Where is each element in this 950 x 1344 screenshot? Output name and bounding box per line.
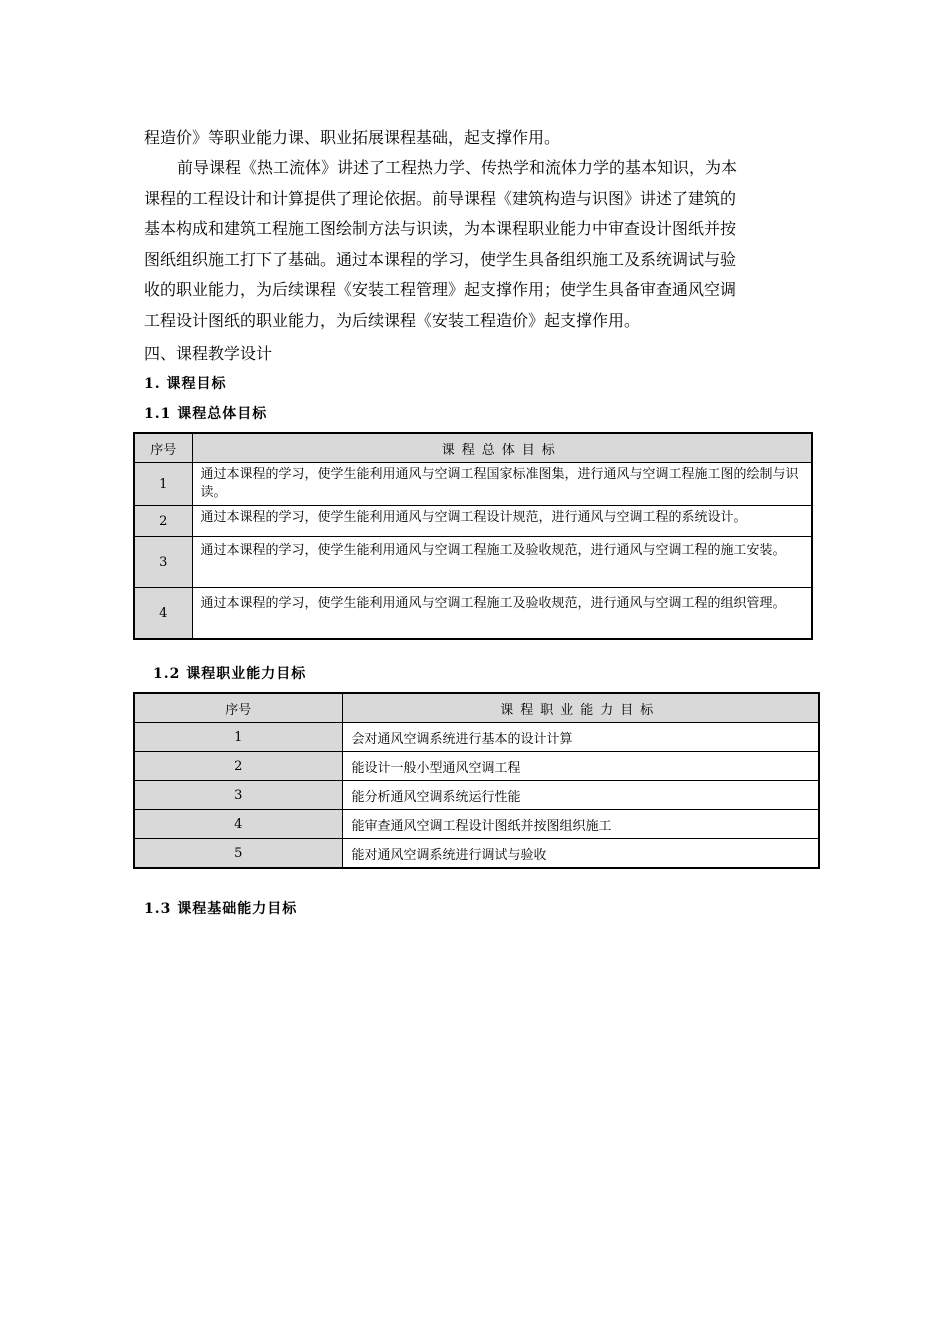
row-number: 3 [134, 537, 192, 588]
column-header-goal: 课程职业能力目标 [342, 693, 819, 723]
table-row [134, 810, 819, 839]
row-number: 5 [134, 839, 342, 869]
row-text: 会对通风空调系统进行基本的设计计算 [342, 723, 819, 752]
row-text: 通过本课程的学习，使学生能利用通风与空调工程设计规范，进行通风与空调工程的系统设计。 [200, 510, 747, 525]
table-row [134, 537, 812, 588]
text-line: 前导课程《热工流体》讲述了工程热力学、传热学和流体力学的基本知识，为本 [177, 158, 738, 177]
table-row [134, 781, 819, 810]
row-text: 能分析通风空调系统运行性能 [342, 781, 819, 810]
text-line: 基本构成和建筑工程施工图绘制方法与识读，为本课程职业能力中审查设计图纸并按 [144, 219, 737, 238]
row-number: 4 [134, 588, 192, 640]
row-text: 能审查通风空调工程设计图纸并按图组织施工 [342, 810, 819, 839]
column-header-seq: 序号 [134, 693, 342, 723]
row-number: 3 [134, 781, 342, 810]
text-line: 程造价》等职业能力课、职业拓展课程基础，起支撑作用。 [144, 128, 561, 147]
row-text: 能对通风空调系统进行调试与验收 [342, 839, 819, 869]
table-row [134, 588, 812, 640]
paragraph-prerequisite-courses [144, 153, 808, 336]
text-line: 课程的工程设计和计算提供了理论依据。前导课程《建筑构造与识图》讲述了建筑的 [144, 188, 737, 208]
row-text: 通过本课程的学习，使学生能利用通风与空调工程国家标准图集，进行通风与空调工程施工图的绘制与识读。 [200, 467, 799, 500]
text-line: 图纸组织施工打下了基础。通过本课程的学习，使学生具备组织施工及系统调试与验 [144, 249, 737, 269]
row-number: 4 [134, 810, 342, 839]
row-number: 1 [134, 723, 342, 752]
table-row [134, 752, 819, 781]
row-text: 通过本课程的学习，使学生能利用通风与空调工程施工及验收规范，进行通风与空调工程的组织管理。 [200, 596, 786, 611]
heading-overall-goals: 1.1 课程总体目标 [144, 406, 268, 422]
overall-goals-table [133, 432, 813, 640]
heading-professional-goals: 1.2 课程职业能力目标 [153, 666, 307, 682]
paragraph-continuation [144, 123, 808, 154]
table-header-row [134, 693, 819, 723]
row-text: 能设计一般小型通风空调工程 [342, 752, 819, 781]
section-heading: 四、课程教学设计 [144, 344, 273, 363]
column-header-goal: 课程总体目标 [192, 433, 812, 463]
row-text: 通过本课程的学习，使学生能利用通风与空调工程施工及验收规范，进行通风与空调工程的施工安装。 [200, 543, 786, 558]
row-number: 1 [134, 463, 192, 506]
row-number: 2 [134, 752, 342, 781]
heading-foundation-goals: 1.3 课程基础能力目标 [144, 901, 298, 917]
table-row [134, 463, 812, 506]
table-header-row [134, 433, 812, 463]
table-row [134, 723, 819, 752]
text-line: 工程设计图纸的职业能力，为后续课程《安装工程造价》起支撑作用。 [144, 310, 641, 330]
row-number: 2 [134, 506, 192, 537]
table-row [134, 839, 819, 869]
column-header-seq: 序号 [134, 433, 192, 463]
table-row [134, 506, 812, 537]
text-line: 收的职业能力，为后续课程《安装工程管理》起支撑作用；使学生具备审查通风空调 [144, 280, 737, 299]
professional-goals-table [133, 692, 820, 869]
heading-course-goals: 1. 课程目标 [144, 376, 227, 392]
